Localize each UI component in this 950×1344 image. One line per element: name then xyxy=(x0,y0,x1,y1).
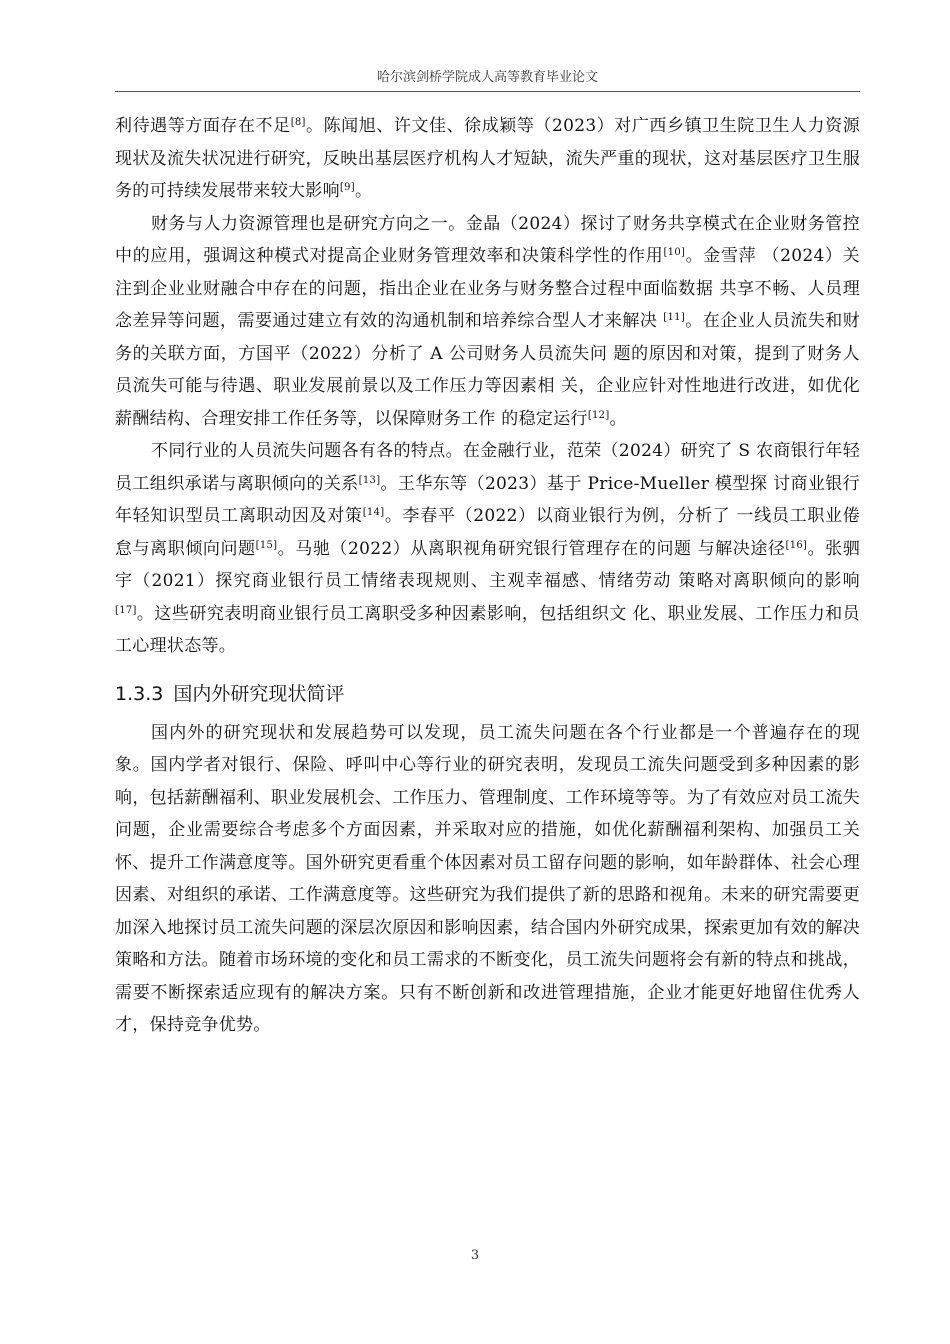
page-number: 3 xyxy=(470,1248,480,1263)
paragraph-text: 。张驷宇（2021）探究商业银行员工情绪表现规则、主观幸福感、情绪劳动 策略对离职倾向的影响 xyxy=(115,538,860,591)
paragraph-text: 。李春平（2022）以商业银行为例，分析了 一线员工职业倦怠与离职倾向问题 xyxy=(115,506,861,559)
header-title: 哈尔滨剑桥学院成人高等教育毕业论文 xyxy=(376,70,598,85)
paragraph xyxy=(115,435,860,663)
paragraph-text: 。这些研究表明商业银行员工离职受多种因素影响，包括组织文 化、职业发展、工作压力和员工心理状态等。 xyxy=(115,603,860,656)
section-paragraphs xyxy=(115,717,860,1042)
paragraph-text: 国内外的研究现状和发展趋势可以发现，员工流失问题在各个行业都是一个普遍存在的现象。国内学者对银行、保险、呼叫中心等行业的研究表明，发现员工流失问题受到多种因素的影响，包括薪酬福利、职业发展机会、工作压力、管理制度、工作环境等等。为了有效应对员工流失问题，企业需要综合考虑多个方面因素，并采取对应的措施，如优化薪酬福利架构、加强员工关怀、提升工作满意度等。国外研究更看重个体因素对员工留存问题的影响，如年龄群体、社会心理因素、对组织的承诺、工作满意度等。这些研究为我们提供了新的思路和视角。未来的研究需要更加深入地探讨员工流失问题的深层次原因和影响因素，结合国内外研究成果，探索更加有效的解决策略和方法。随着市场环境的变化和员工需求的不断变化，员工流失问题将会有新的特点和挑战，需要不断探索适应现有的解决方案。只有不断创新和改进管理措施，企业才能更好地留住优秀人才，保持竞争优势。 xyxy=(115,722,860,1035)
citation-ref: [9] xyxy=(339,182,355,193)
paragraph-text: 。王华东等（2023）基于 Price-Mueller 模型探 讨商业银行年轻知识型员工离职动因及对策 xyxy=(115,473,860,526)
body-paragraphs xyxy=(115,110,860,663)
paragraph xyxy=(115,717,860,1042)
paragraph-text: 。金雪萍 （2024）关注到企业业财融合中存在的问题，指出企业在业务与财务整合过程中面临数据 共享不畅、人员理念差异等问题，需要通过建立有效的沟通机制和培养综合型人才来解决 xyxy=(115,246,860,331)
paragraph-text: 。 xyxy=(609,408,627,429)
paragraph xyxy=(115,208,860,436)
citation-ref: [11] xyxy=(663,312,686,323)
paragraph-text: 。陈闻旭、许文佳、徐成颖等（2023）对广西乡镇卫生院卫生人力资源现状及流失状况进行研究，反映出基层医疗机构人才短缺，流失严重的现状，这对基层医疗卫生服务的可持续发展带来较大影响 xyxy=(115,116,860,201)
citation-ref: [8] xyxy=(290,117,306,128)
citation-ref: [16] xyxy=(785,539,808,551)
paragraph xyxy=(115,110,860,208)
citation-ref: [10] xyxy=(663,247,686,258)
citation-ref: [15] xyxy=(255,539,278,551)
paragraph-text: 。马驰（2022）从离职视角研究银行管理存在的问题 与解决途径 xyxy=(277,538,786,559)
citation-ref: [14] xyxy=(362,507,385,518)
page-header xyxy=(115,66,860,92)
citation-ref: [12] xyxy=(587,409,610,421)
section-title: 国内外研究现状简评 xyxy=(173,682,345,705)
document-body xyxy=(115,110,860,1042)
paragraph-text: 不同行业的人员流失问题各有各的特点。在金融行业，范荣（2024）研究了 S 农商银行年轻员工组织承诺与离职倾向的关系 xyxy=(115,441,860,494)
citation-ref: [13] xyxy=(358,474,381,486)
citation-ref: [17] xyxy=(115,604,137,616)
paragraph-text: 。在企业人员流失和财务的关联方面，方国平（2022）分析了 A 公司财务人员流失问 题的原因和对策，提到了财务人员流失可能与待遇、职业发展前景以及工作压力等因素相 关，企业应针对性地进行改进，如优化薪酬结构、合理安排工作任务等，以保障财务工作 的稳定运行 xyxy=(115,311,860,429)
section-heading xyxy=(115,679,860,709)
paragraph-text: 利待遇等方面存在不足 xyxy=(115,116,291,136)
section-number: 1.3.3 xyxy=(115,682,164,705)
paragraph-text: 财务与人力资源管理也是研究方向之一。金晶（2024）探讨了财务共享模式在企业财务管控中的应用，强调这种模式对提高企业财务管理效率和决策科学性的作用 xyxy=(115,213,860,266)
paragraph-text: 。 xyxy=(354,181,373,201)
